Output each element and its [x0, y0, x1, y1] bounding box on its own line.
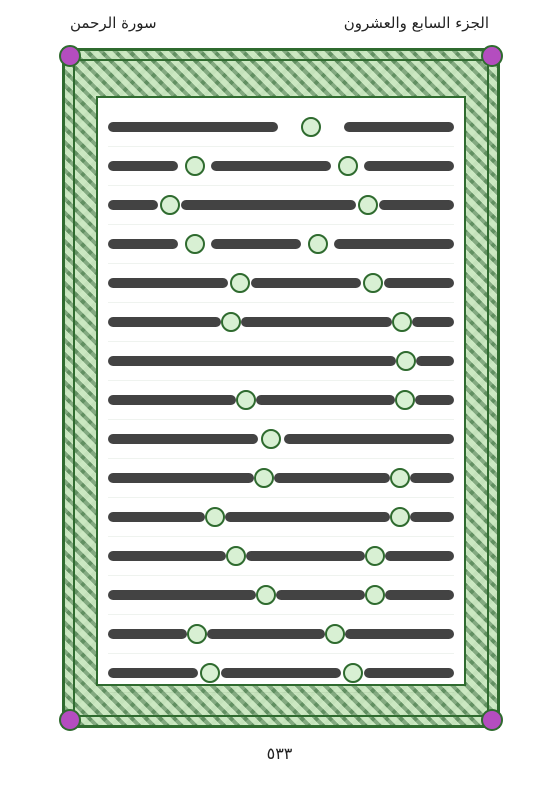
- ayah-marker-icon: [301, 117, 321, 137]
- ayah-marker-icon: [390, 468, 410, 488]
- ayah-marker-icon: [343, 663, 363, 683]
- surah-name: سورة الرحمن: [70, 14, 157, 32]
- ayah-marker-icon: [395, 390, 415, 410]
- text-line: [108, 108, 454, 147]
- ayah-marker-icon: [338, 156, 358, 176]
- ayah-marker-icon: [396, 351, 416, 371]
- corner-flower-icon: [59, 709, 81, 731]
- text-line: [108, 459, 454, 498]
- text-line: [108, 576, 454, 615]
- ayah-marker-icon: [256, 585, 276, 605]
- text-line: [108, 381, 454, 420]
- text-lines: [108, 108, 454, 674]
- ayah-marker-icon: [365, 585, 385, 605]
- text-line: [108, 654, 454, 693]
- page-number: ٥٣٣: [266, 744, 293, 763]
- ayah-marker-icon: [325, 624, 345, 644]
- ayah-marker-icon: [160, 195, 180, 215]
- juz-name: الجزء السابع والعشرون: [343, 14, 489, 32]
- ayah-marker-icon: [200, 663, 220, 683]
- text-line: [108, 186, 454, 225]
- ayah-marker-icon: [221, 312, 241, 332]
- ayah-marker-icon: [392, 312, 412, 332]
- ayah-marker-icon: [187, 624, 207, 644]
- ayah-marker-icon: [254, 468, 274, 488]
- corner-flower-icon: [59, 45, 81, 67]
- quran-text-panel: [96, 96, 466, 686]
- ayah-marker-icon: [230, 273, 250, 293]
- ayah-marker-icon: [308, 234, 328, 254]
- corner-flower-icon: [481, 709, 503, 731]
- corner-flower-icon: [481, 45, 503, 67]
- text-line: [108, 420, 454, 459]
- ayah-marker-icon: [358, 195, 378, 215]
- ayah-marker-icon: [185, 156, 205, 176]
- text-line: [108, 225, 454, 264]
- ayah-marker-icon: [390, 507, 410, 527]
- text-line: [108, 498, 454, 537]
- text-line: [108, 147, 454, 186]
- text-line: [108, 303, 454, 342]
- text-line: [108, 264, 454, 303]
- ayah-marker-icon: [236, 390, 256, 410]
- ayah-marker-icon: [365, 546, 385, 566]
- ayah-marker-icon: [205, 507, 225, 527]
- ayah-marker-icon: [363, 273, 383, 293]
- ayah-marker-icon: [261, 429, 281, 449]
- ayah-marker-icon: [185, 234, 205, 254]
- ayah-marker-icon: [226, 546, 246, 566]
- text-line: [108, 537, 454, 576]
- text-line: [108, 342, 454, 381]
- text-line: [108, 615, 454, 654]
